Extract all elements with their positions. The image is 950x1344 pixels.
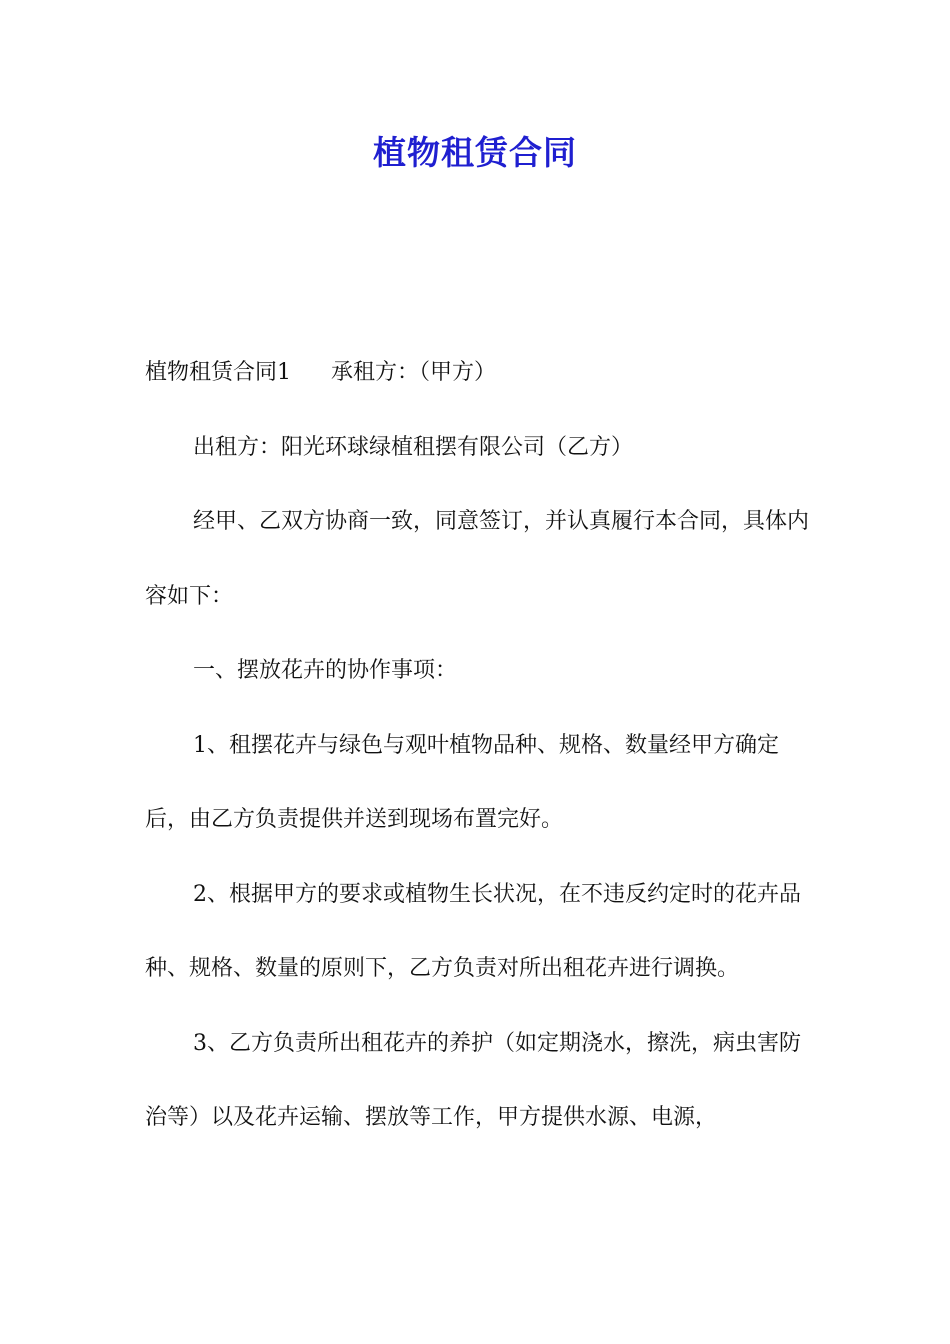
paragraph-lessor: 出租方：阳光环球绿植租摆有限公司（乙方） xyxy=(193,434,634,460)
opening-line xyxy=(145,336,815,411)
contract-subtitle: 植物租赁合同1 xyxy=(145,360,291,385)
clause-2: 2、根据甲方的要求或植物生长状况，在不违反约定时的花卉品种、规格、数量的原则下，乙方负责对所出租花卉进行调换。 xyxy=(145,881,801,981)
clause-3: 3、乙方负责所出租花卉的养护（如定期浇水，擦洗，病虫害防治等）以及花卉运输、摆放等工作，甲方提供水源、电源， xyxy=(145,1030,801,1130)
document-title: 植物租赁合同 xyxy=(373,133,577,172)
clause-1: 1、租摆花卉与绿色与观叶植物品种、规格、数量经甲方确定后，由乙方负责提供并送到现场布置完好。 xyxy=(145,732,779,832)
section-heading-1: 一、摆放花卉的协作事项： xyxy=(193,658,458,683)
document-body xyxy=(145,336,815,1156)
paragraph-agreement: 经甲、乙双方协商一致，同意签订，并认真履行本合同，具体内容如下： xyxy=(145,509,810,609)
lessee-label: 承租方：（甲方） xyxy=(331,360,497,385)
